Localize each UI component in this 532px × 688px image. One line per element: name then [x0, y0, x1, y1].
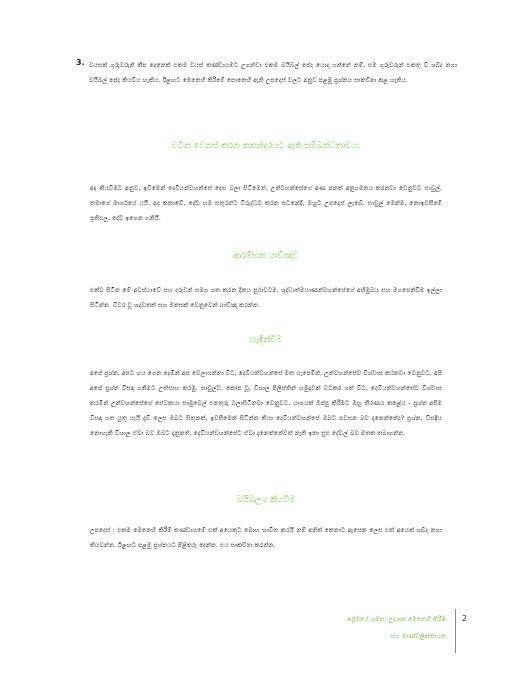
section-body-opening-prayer: එක්ව සිටින මේ අවස්ථාවේ සහ දරුවන් සමග ගත කරන දිනය පුරාවටම, ශුද්ධාත්මයාණන්වහන්සේගේ අභිමුඛය සහ මගපෙන්වීම ඉල්ලා සිටින්න. විවර වූ හදවතක් සහ මනසක් වෙනුවෙන් යාච්ඤා කරන්න. — [90, 287, 442, 309]
section-heading-introduction: හැඳින්වීම — [249, 335, 283, 345]
section-body-connection: අද කියවීමට අනුව, ඉවීමෙන් දෙවියන්වහන්සේ දෙස බලා සිටිමෙන්, උන්වහන්සේගේ අණ පනත් අනුගමනය කරනවා වෙනුවට සාවුල්, තමාගේ මාර්ගයේ යයි. අද කතාවේ, දේව හම සතුරන්ට විරුද්ධව කරන සටනේදී, ඔහුට උපදෙස් ලැබේ. සාවුල් මෙන්ම, නොඉවසීමේ ප්‍රතිඵල, දේව ඉගෙන ගනියි. — [90, 185, 442, 222]
section-heading-opening-prayer: ආරම්භක යාච්ඤාව — [233, 251, 299, 261]
page-number: 2 — [462, 614, 468, 623]
section-body-bible-reading: උපදෙස් : එකම මෙනෙහි කිරීම් කණ්ඩායමේ එක් අයෙකුට බොහ භාවිත කරයි නම් අනික් කෙනාට ඇසෙන ලෙස එක් අයෙක් ශබ්ද නගා කියවන්න. ඊළඟට පළමු ප්‍රශ්නයට පිළිතුරු දෙන්න. එය සාකච්ඡා කරන්න. — [90, 527, 442, 549]
footer-subtitle: සහ මාණ්ඩලික්නායක — [390, 633, 446, 640]
footer-divider — [455, 609, 456, 653]
item-number: 3. — [76, 58, 85, 67]
footer-title: ප්‍රේමයේ ගමන: උද්‍යාන මෙනෙහි කිරීම — [347, 616, 446, 623]
section-body-introduction: අපේ ප්‍රශ්න, අපට හය ගෙන දෙමින් අප වෙලාගන්නා විට, දෙවියන්වහන්සේ මත යැපෙමින්, උන්වහන්සේව විශ්වාස කරනවා වෙනුවට, අපි අපේ ප්‍රශ්න විසඳා ගනිමට උත්සාහ කරමු. සාවුල්ව, කෝප වූ, විශාල පිලිස්තින් හමුදාවක් වටකර ගත් විට, දෙවියන්වහන්සේව විශ්වාස කරමින් උන්වහන්සේගේ සේවකයා සාමුවෙල් එනතුරු බලාසිටිනවා වෙනුවට, යාගයක් ඔප්පු කිරීමට ඔහු තීරණය කළේය - ප්‍රශ්න අපිම විසඳා ගත යුතු යැයි දැඩි ලෙස ඔබට සිතුනක්, ඉවසීමෙන් සිටින්න කියා දෙවියන්වහන්සේ ඔබට පවසන බව දැනෙන්නේද? ප්‍රශ්න, විසඳිය නොහැකි විශාල ඒවා බව ඔබට දැනුනත්, දෙවියන්වහන්සේට ඒවා දැනෙන්නේවත් නැති ඉතා සුළු දේවල් බව මතක තබාගන්න. — [90, 370, 442, 437]
item-text: වයසක් ගුරුවරුන් කීප දෙනෙක් එකම වයස් කණ්ඩායමට උගන්වා එකම බයිබල් පේද යොදා ගන්නේ නම්, එම ගුරුවරුන් එකතු වී ශබ්ද නගා බයිබල් පේද කියවිය හැකිය. ඊළඟට මෙනෙහි කිරීමේ පොතෙහි ඇති උපදෙස් වලට අනුව පළමු ප්‍රශ්නය සාකච්ඡා කළ හැකිය. — [89, 62, 457, 84]
section-heading-connection: වටින වෙනස් කරන කතන්දරයට ඇති සම්බන්ධතාවය. — [171, 141, 361, 151]
section-heading-bible-reading: බයිබලය කියවීම — [236, 495, 296, 505]
page-footer — [0, 597, 532, 657]
